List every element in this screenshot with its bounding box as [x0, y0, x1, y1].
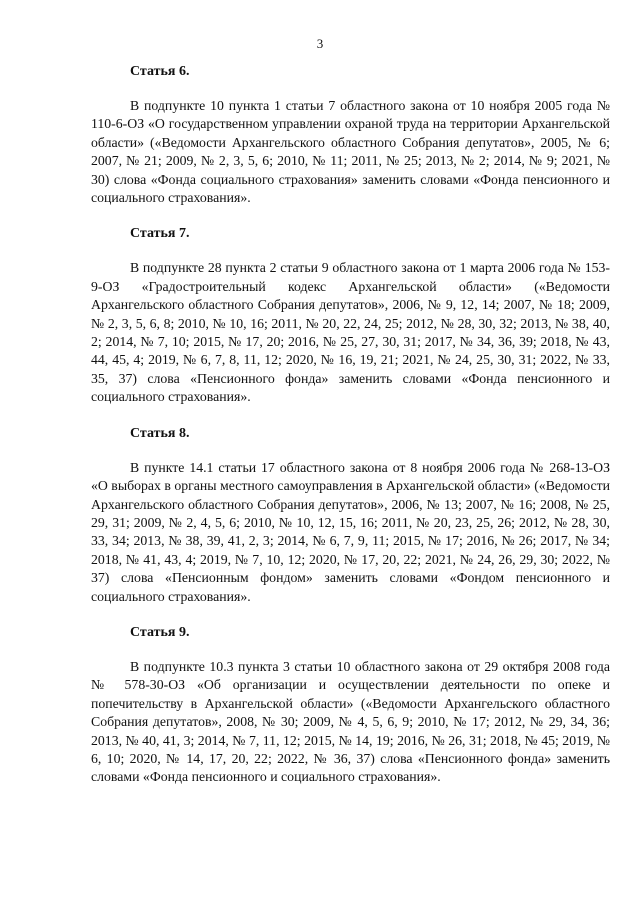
article-6	[91, 62, 610, 207]
article-title: Статья 8.	[130, 425, 190, 441]
article-title: Статья 6.	[130, 64, 190, 79]
article-text: В подпункте 10 пункта 1 статьи 7 областного закона от 10 ноября 2005 года № 110-6-ОЗ «О государственном управлении охраной труда на территории Архангельской области» («Ведомости Архангельского областного Собрания депутатов», 2005, № 6; 2007, № 21; 2009, № 2, 3, 5, 6; 2010, № 11; 2011, № 25; 2013, № 2; 2014, № 9; 2021, № 30) слова «Фонда социального страхования» заменить словами «Фонда пенсионного и социального страхования».	[91, 98, 610, 206]
article-title: Статья 7.	[130, 226, 190, 242]
article-title: Статья 9.	[130, 624, 190, 640]
article-text: В подпункте 28 пункта 2 статьи 9 областного закона от 1 марта 2006 года № 153-9-ОЗ «Градостроительный кодекс Архангельской области» («Ведомости Архангельского областного Собрания депутатов», 2006, № 9, 12, 14; 2007, № 18; 2009, № 2, 3, 5, 6, 8; 2010, № 10, 16; 2011, № 20, 22, 24, 25; 2012, № 28, 30, 32; 2013, № 38, 40, 2; 2014, № 7, 10; 2015, № 17, 20; 2016, № 25, 27, 30, 31; 2017, № 34, 36, 39; 2018, № 43, 44, 45, 4; 2019, № 6, 7, 8, 11, 12; 2020, № 16, 19, 21; 2021, № 24, 25, 30, 31; 2022, № 33, 35, 37) слова «Пенсионного фонда» заменить словами «Фонда пенсионного и социального страхования».	[91, 260, 610, 405]
document-body	[91, 62, 610, 804]
article-7	[91, 224, 610, 406]
article-text: В пункте 14.1 статьи 17 областного закона от 8 ноября 2006 года № 268-13-ОЗ «О выборах в органы местного самоуправления в Архангельской области» («Ведомости Архангельского областного Собрания депутатов», 2006, № 13; 2007, № 16; 2008, № 25, 29, 31; 2009, № 2, 4, 5, 6; 2010, № 10, 12, 15, 16; 2011, № 20, 23, 25, 26; 2012, № 28, 30, 33, 34; 2013, № 38, 39, 41, 2, 3; 2014, № 6, 7, 9, 11; 2015, № 17; 2016, № 26; 2017, № 34; 2018, № 41, 43, 4; 2019, № 7, 10, 12; 2020, № 17, 20, 22; 2021, № 24, 26, 29, 30; 2022, № 37) слова «Пенсионным фондом» заменить словами «Фондом пенсионного и социального страхования».	[91, 459, 611, 604]
article-9	[91, 623, 610, 787]
article-8	[91, 424, 610, 606]
article-text: В подпункте 10.3 пункта 3 статьи 10 областного закона от 29 октября 2008 года № 578-30-ОЗ «Об организации и осуществлении деятельности по опеке и попечительству в Архангельской области» («Ведомости Архангельского областного Собрания депутатов», 2008, № 30; 2009, № 4, 5, 6, 9; 2010, № 17; 2012, № 29, 34, 36; 2013, № 40, 41, 3; 2014, № 7, 11, 12; 2015, № 14, 19; 2016, № 26, 31; 2018, № 45; 2019, № 6, 10; 2020, № 14, 17, 20, 22; 2022, № 36, 37) слова «Пенсионного фонда» заменить словами «Фонда пенсионного и социального страхования».	[91, 658, 610, 785]
page-number: 3	[316, 36, 324, 51]
